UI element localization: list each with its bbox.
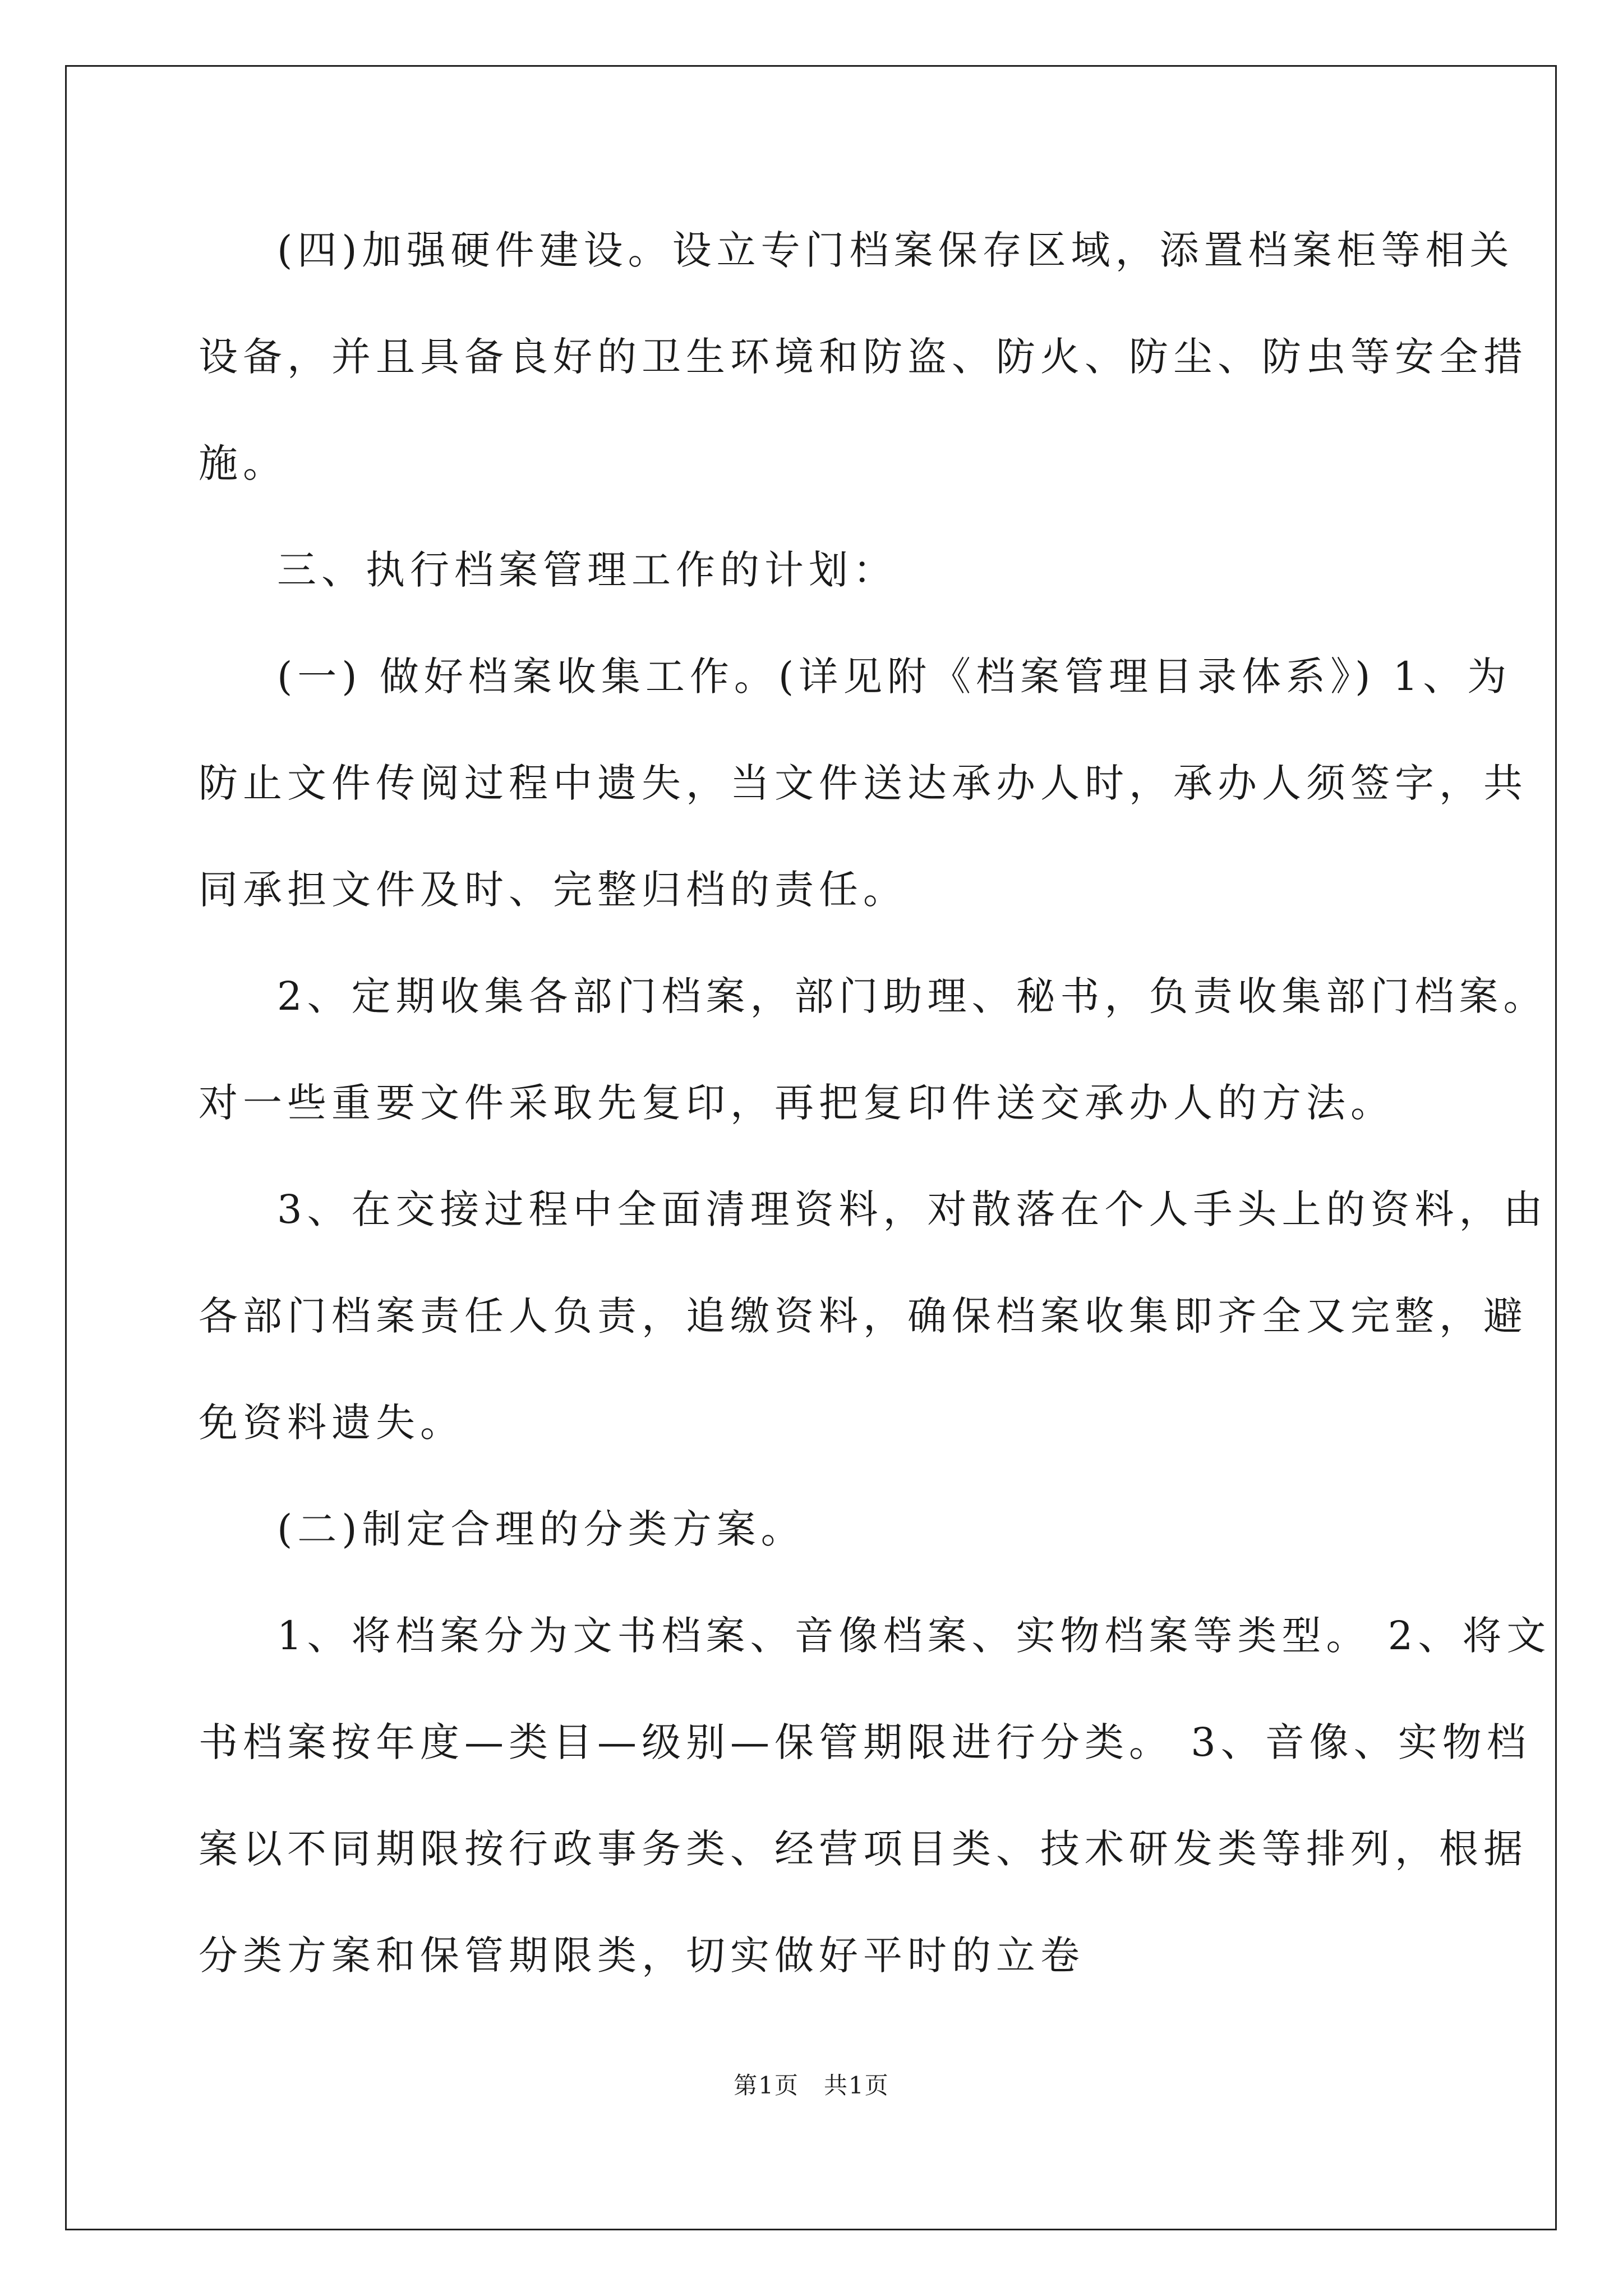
text-line: 3、在交接过程中全面清理资料，对散落在个人手头上的资料，由 xyxy=(277,1186,1548,1232)
text-line: 案以不同期限按行政事务类、经营项目类、技术研发类等排列，根据 xyxy=(199,1826,1528,1872)
section-heading: 三、执行档案管理工作的计划： xyxy=(277,547,897,593)
page-border xyxy=(65,65,1557,2230)
text-line: (一) 做好档案收集工作。(详见附《档案管理目录体系》) 1、为 xyxy=(277,654,1512,700)
text-line: 设备，并且具备良好的卫生环境和防盗、防火、防尘、防虫等安全措 xyxy=(199,334,1528,380)
text-line: 2、定期收集各部门档案，部门助理、秘书，负责收集部门档案。 xyxy=(277,973,1548,1019)
text-line: (二)制定合理的分类方案。 xyxy=(277,1506,805,1552)
text-line: 书档案按年度—类目—级别—保管期限进行分类。 3、音像、实物档 xyxy=(199,1719,1531,1765)
text-line: 同承担文件及时、完整归档的责任。 xyxy=(199,867,907,913)
text-line: 免资料遗失。 xyxy=(199,1400,464,1446)
text-line: 分类方案和保管期限类，切实做好平时的立卷 xyxy=(199,1932,1085,1978)
text-line: 对一些重要文件采取先复印，再把复印件送交承办人的方法。 xyxy=(199,1080,1395,1126)
page-footer: 第1页 共1页 xyxy=(734,2072,889,2099)
text-line: (四)加强硬件建设。设立专门档案保存区域，添置档案柜等相关 xyxy=(277,227,1514,273)
text-line: 各部门档案责任人负责，追缴资料，确保档案收集即齐全又完整，避 xyxy=(199,1293,1528,1339)
text-line: 1、将档案分为文书档案、音像档案、实物档案等类型。 2、将文 xyxy=(277,1613,1551,1659)
text-line: 施。 xyxy=(199,440,287,486)
text-line: 防止文件传阅过程中遗失，当文件送达承办人时，承办人须签字，共 xyxy=(199,760,1528,806)
